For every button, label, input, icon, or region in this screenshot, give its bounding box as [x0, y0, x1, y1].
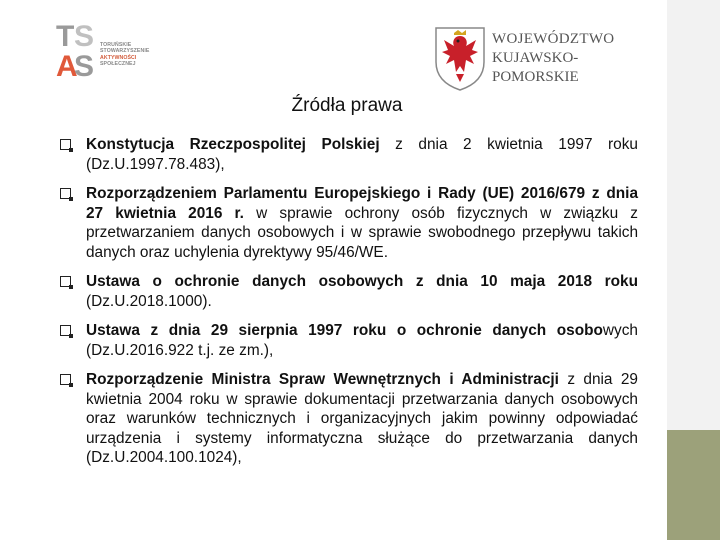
tsas-logo	[52, 22, 162, 84]
checkbox-bullet-icon	[60, 188, 71, 199]
region-logo-text: WOJEWÓDZTWO KUJAWSKO-POMORSKIE	[492, 31, 615, 85]
checkbox-bullet-icon	[60, 325, 71, 336]
checkbox-bullet-icon	[60, 139, 71, 150]
tsas-letter-t: T	[56, 20, 75, 53]
list-item	[58, 370, 638, 468]
region-logo	[430, 22, 648, 94]
list-item	[58, 135, 638, 174]
side-strip-light	[667, 0, 720, 430]
list-item-text: Rozporządzeniem Parlamentu Europejskiego i Rady (UE) 2016/679 z dnia 27 kwietnia 2016 r. w sprawie ochrony osób fizycznych w związku z przetwarzaniem danych osobowych i w sprawie swobodnego przepływu takich danych oraz uchylenia dyrektywy 95/46/WE.	[86, 185, 638, 261]
side-decorative-strip	[667, 0, 720, 540]
tsas-letter-a: A	[56, 50, 78, 83]
list-item-text: Rozporządzenie Ministra Spraw Wewnętrznych i Administracji z dnia 29 kwietnia 2004 roku w sprawie dokumentacji przetwarzania danych osobowych oraz warunków technicznych i organizacyjnych jakim powinny odpowiadać urządzenia i systemy informatyczna służące do przetwarzania danych (Dz.U.2004.100.1024),	[86, 371, 638, 466]
tsas-logo-caption: TORUŃSKIE STOWARZYSZENIE AKTYWNOŚCI SPOŁECZNEJ	[100, 42, 150, 67]
tsas-letter-s: S	[74, 20, 95, 53]
legal-sources-list	[58, 135, 638, 478]
checkbox-bullet-icon	[60, 276, 71, 287]
side-strip-olive	[667, 430, 720, 540]
checkbox-bullet-icon	[60, 374, 71, 385]
list-item	[58, 272, 638, 311]
list-item-text: Konstytucja Rzeczpospolitej Polskiej z dnia 2 kwietnia 1997 roku (Dz.U.1997.78.483),	[86, 136, 638, 173]
tsas-letter-s2: S	[74, 50, 95, 83]
list-item	[58, 184, 638, 262]
list-item-text: Ustawa z dnia 29 sierpnia 1997 roku o ochronie danych osobowych (Dz.U.2016.922 t.j. ze zm.),	[86, 322, 638, 359]
list-item-text: Ustawa o ochronie danych osobowych z dnia 10 maja 2018 roku (Dz.U.2018.1000).	[86, 273, 638, 310]
tsas-logo-letters	[52, 22, 96, 84]
list-item	[58, 321, 638, 360]
crest-icon	[432, 24, 488, 92]
page-title: Źródła prawa	[291, 95, 403, 116]
